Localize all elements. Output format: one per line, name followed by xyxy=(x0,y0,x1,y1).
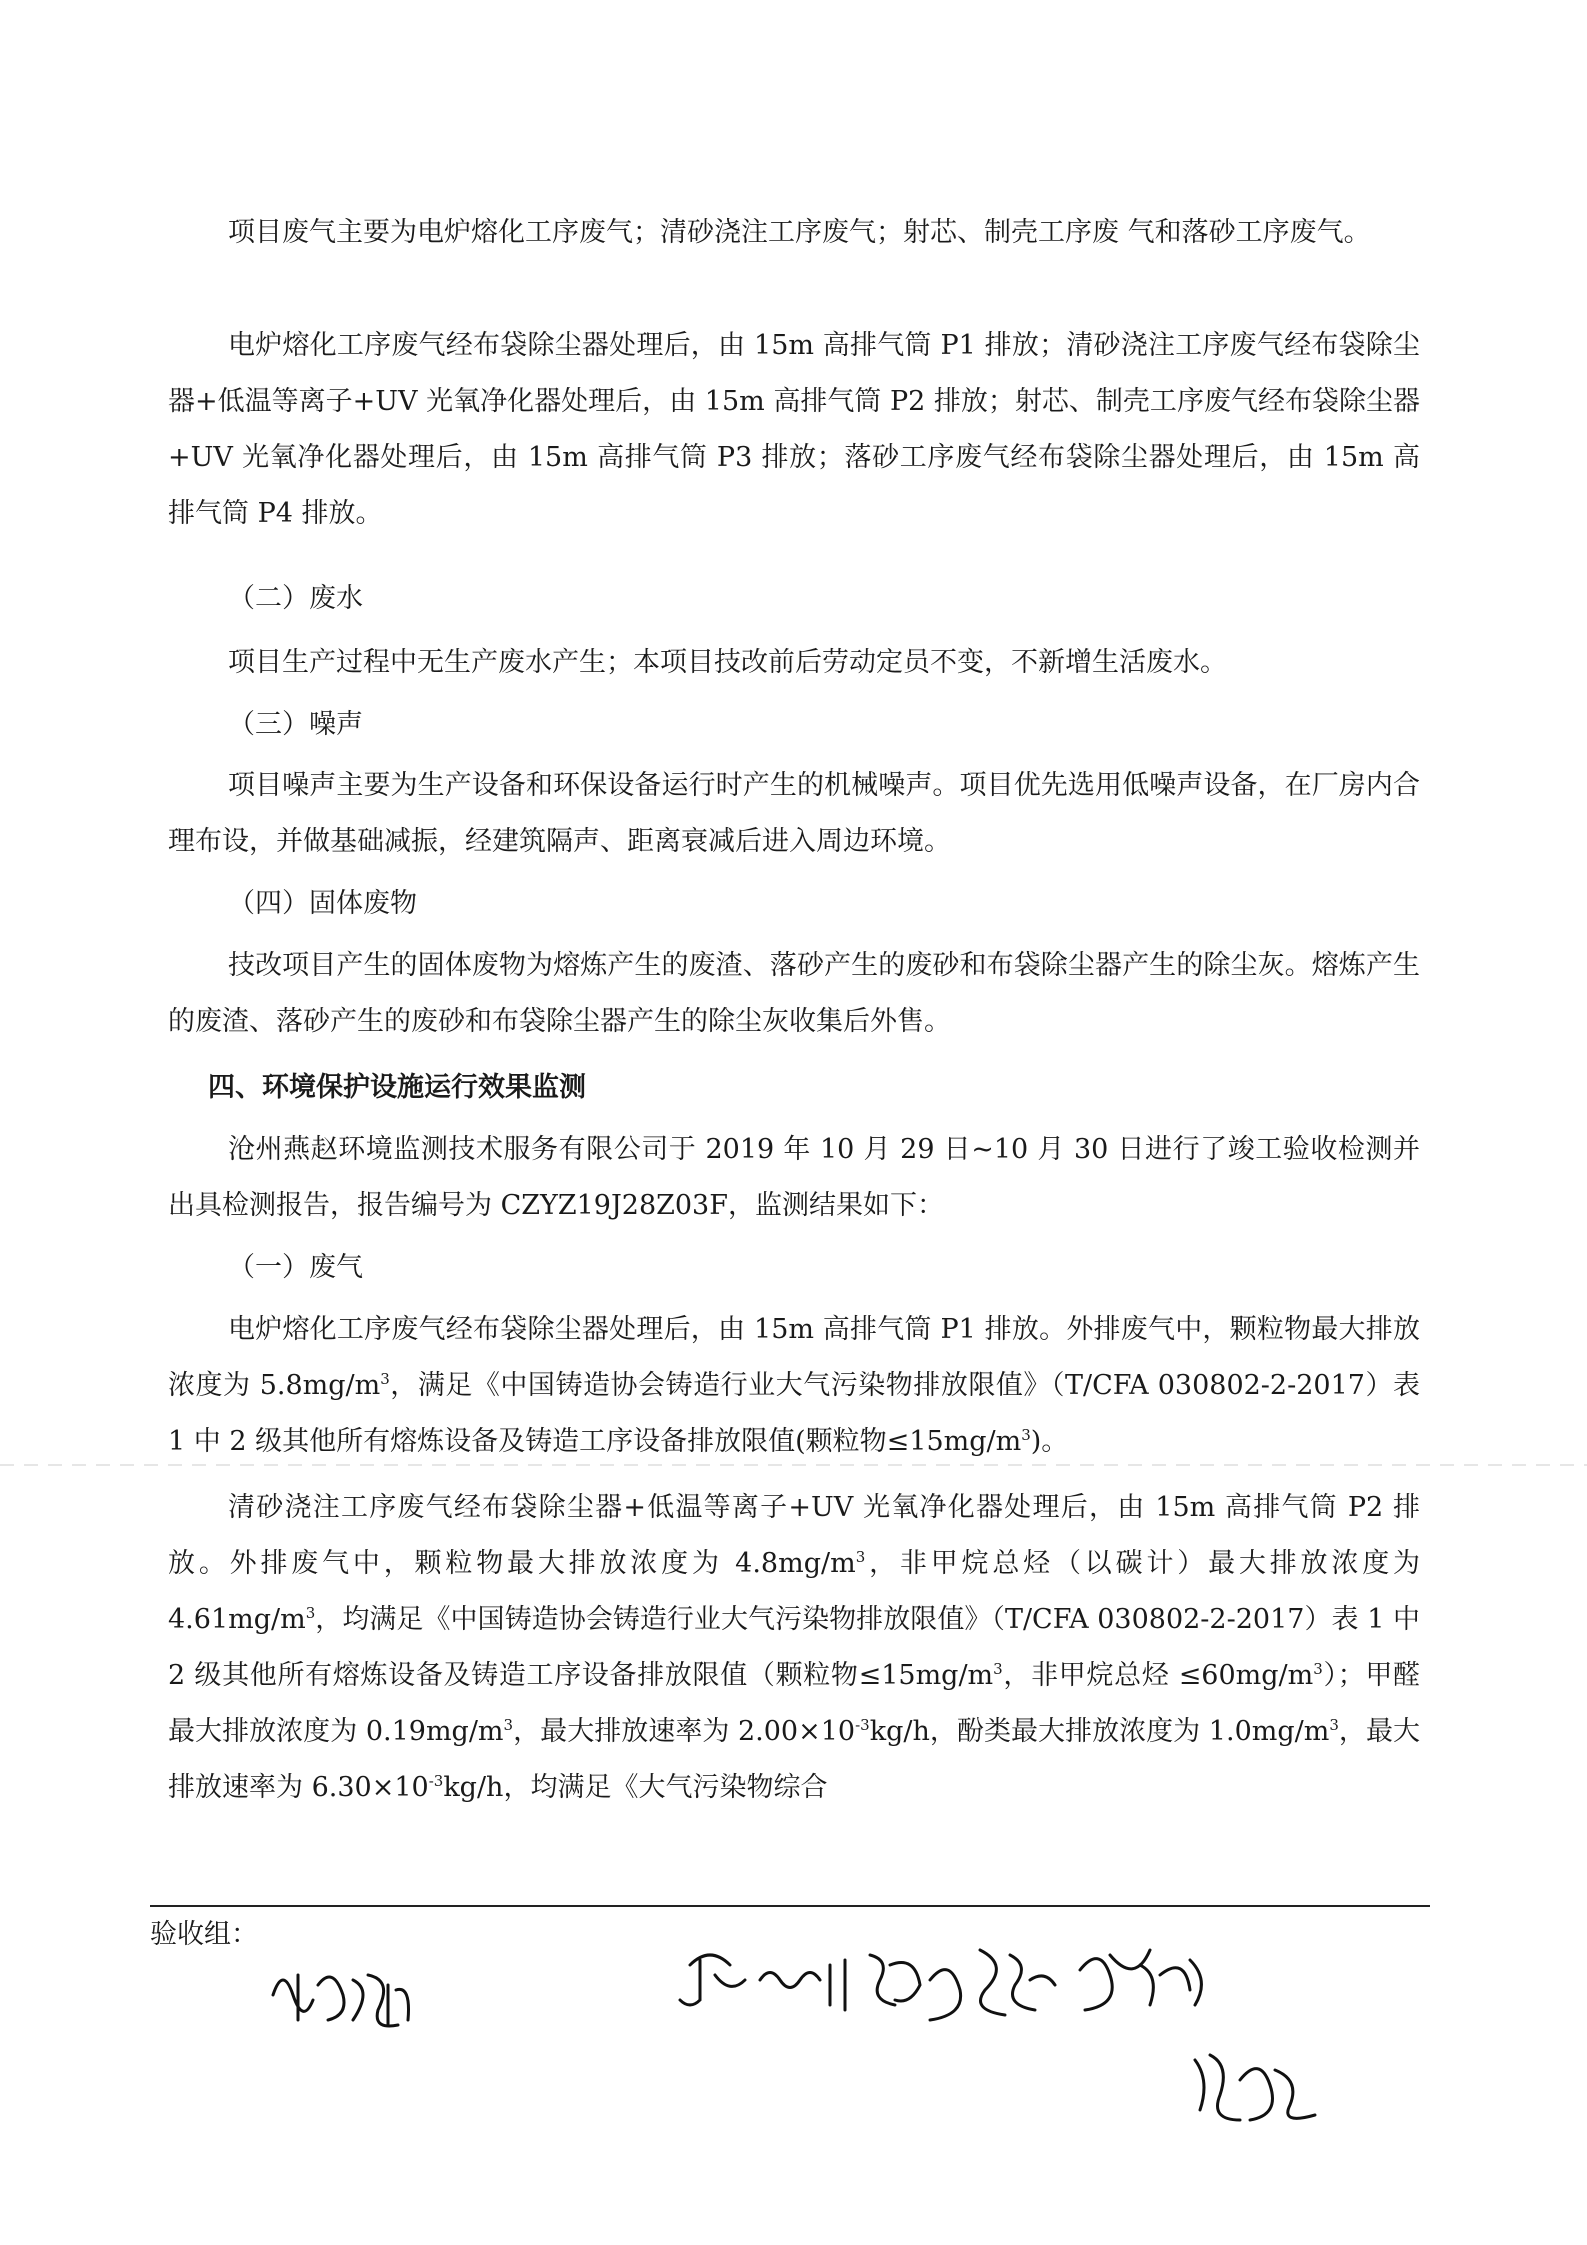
signature-3 xyxy=(1185,2040,1335,2134)
paragraph-wastewater: 项目生产过程中无生产废水产生；本项目技改前后劳动定员不变，不新增生活废水。 xyxy=(228,647,1227,678)
handwritten-signature-icon xyxy=(268,1955,418,2035)
paragraph-p2-results: 清砂浇注工序废气经布袋除尘器+低温等离子+UV 光氧净化器处理后，由 15m 高排气筒 P2 排放。外排废气中，颗粒物最大排放浓度为 $4.8mg/m^3$，非甲烷总烃（以碳计）最大排放浓度为 $4.61mg/m^3$，均满足《中国铸造协会铸造行业大气污染物排放限值》（T/CFA 030802-2-2017）表 1 中 2 级其他所有熔炼设备及铸造工序设备排放限值（颗粒物$\le 15mg/m^3$，非甲烷总烃 $\le 60mg/m^3$）；甲醛最大排放浓度为 $0.19mg/m^3$，最大排放速率为 $2.00\times 10^{-3}kg/h$，酚类最大排放浓度为 $1.0mg/m^3$，最大排放速率为 $6.30\times 10^{-3}kg/h$，均满足《大气污染物综合 xyxy=(168,1492,1421,1803)
paragraph-solid-waste: 技改项目产生的固体废物为熔炼产生的废渣、落砂产生的废砂和布袋除尘器产生的除尘灰。熔炼产生的废渣、落砂产生的废砂和布袋除尘器产生的除尘灰收集后外售。 xyxy=(168,950,1420,1037)
paragraph-p1-results: 电炉熔化工序废气经布袋除尘器处理后，由 15m 高排气筒 P1 排放。外排废气中，颗粒物最大排放浓度为 $5.8mg/m^3$，满足《中国铸造协会铸造行业大气污染物排放限值》（T/CFA 030802-2-2017）表 1 中 2 级其他所有熔炼设备及铸造工序设备排放限值(颗粒物$\le 15mg/m^3$)。 xyxy=(168,1314,1420,1457)
heading-solid-waste: （四）固体废物 xyxy=(228,888,417,919)
footer-divider xyxy=(150,1905,1430,1907)
paragraph-monitoring-report: 沧州燕赵环境监测技术服务有限公司于 2019 年 10 月 29 日~10 月 30 日进行了竣工验收检测并出具检测报告，报告编号为 CZYZ19J28Z03F，监测结果如下： xyxy=(168,1134,1420,1221)
heading-noise: （三）噪声 xyxy=(228,709,363,740)
scan-artifact-line xyxy=(0,1464,1587,1466)
acceptance-group-label: 验收组： xyxy=(150,1919,258,1950)
signature-2 xyxy=(680,1935,1320,2029)
paragraph-exhaust-treatment: 电炉熔化工序废气经布袋除尘器处理后，由 15m 高排气筒 P1 排放；清砂浇注工序废气经布袋除尘器+低温等离子+UV 光氧净化器处理后，由 15m 高排气筒 P2 排放；射芯、制壳工序废气经布袋除尘器+UV 光氧净化器处理后，由 15m 高排气筒 P3 排放；落砂工序废气经布袋除尘器处理后，由 15m 高排气筒 P4 排放。 xyxy=(168,330,1420,529)
signature-1 xyxy=(268,1955,418,2039)
paragraph-noise: 项目噪声主要为生产设备和环保设备运行时产生的机械噪声。项目优先选用低噪声设备，在厂房内合理布设，并做基础减振，经建筑隔声、距离衰减后进入周边环境。 xyxy=(168,770,1420,857)
paragraph-exhaust-summary: 项目废气主要为电炉熔化工序废气；清砂浇注工序废气；射芯、制壳工序废 气和落砂工序废气。 xyxy=(228,217,1371,248)
heading-exhaust-gas: （一）废气 xyxy=(228,1252,363,1283)
heading-wastewater: （二）废水 xyxy=(228,583,363,614)
heading-section-four: 四、环境保护设施运行效果监测 xyxy=(208,1072,586,1103)
